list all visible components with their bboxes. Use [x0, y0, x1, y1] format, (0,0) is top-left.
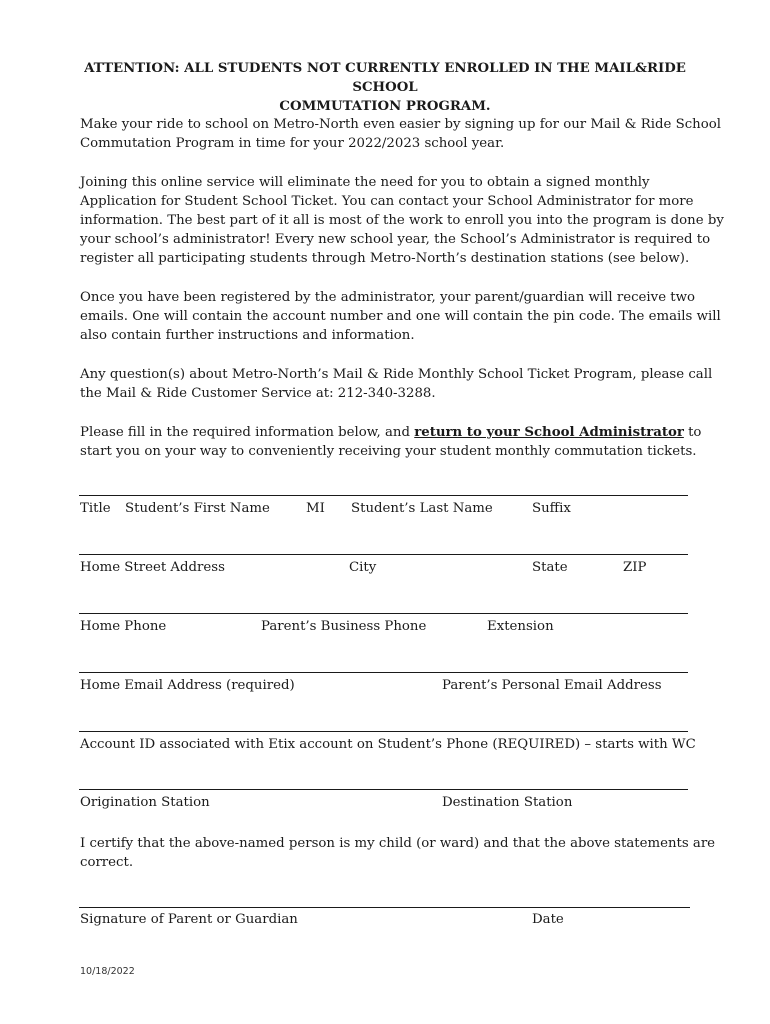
paragraph-line: Any question(s) about Metro-North’s Mail & Ride Monthly School Ticket Program, please call: [80, 367, 713, 382]
street-address-label: Home Street Address: [80, 560, 225, 575]
revision-date: 10/18/2022: [80, 966, 135, 977]
paragraph-line: correct.: [80, 855, 134, 870]
signature-label: Signature of Parent or Guardian: [80, 912, 298, 927]
paragraph-line: I certify that the above-named person is my child (or ward) and that the above statements are: [80, 836, 716, 851]
destination-station-label: Destination Station: [442, 795, 573, 810]
paragraph-line: Joining this online service will eliminate the need for you to obtain a signed monthly: [80, 175, 650, 190]
paragraph-line: also contain further instructions and information.: [80, 328, 415, 343]
last-name-label: Student’s Last Name: [351, 501, 493, 516]
instructions-text: Please fill in the required information below, and: [80, 425, 415, 440]
first-name-label: Student’s First Name: [125, 501, 270, 516]
date-label: Date: [532, 912, 564, 927]
heading-line-1: ATTENTION: ALL STUDENTS NOT CURRENTLY ENROLLED IN THE MAIL&RIDE SCHOOL: [84, 61, 686, 95]
return-emphasis: return to your School Administrator: [414, 425, 684, 440]
document-heading: [80, 59, 690, 116]
phone-field-line[interactable]: [79, 613, 688, 614]
paragraph-line: Commutation Program in time for your 2022/2023 school year.: [80, 136, 505, 151]
paragraph-line: Application for Student School Ticket. You can contact your School Administrator for more: [80, 194, 694, 209]
email-field-line[interactable]: [79, 672, 688, 673]
extension-label: Extension: [487, 619, 554, 634]
paragraph-line: emails. One will contain the account number and one will contain the pin code. The emails will: [80, 309, 721, 324]
paragraph-line: [80, 423, 702, 442]
home-phone-label: Home Phone: [80, 619, 167, 634]
paragraph-line: information. The best part of it all is most of the work to enroll you into the program is done by: [80, 213, 724, 228]
mi-label: MI: [306, 501, 325, 516]
heading-line-2: COMMUTATION PROGRAM.: [279, 99, 491, 114]
intro-paragraph: [80, 115, 721, 153]
state-label: State: [532, 560, 568, 575]
city-label: City: [349, 560, 377, 575]
zip-label: ZIP: [623, 560, 647, 575]
instructions-paragraph: [80, 423, 702, 461]
paragraph-line: register all participating students through Metro-North’s destination stations (see below).: [80, 251, 690, 266]
name-field-line[interactable]: [79, 495, 688, 496]
instructions-text: to: [683, 425, 702, 440]
paragraph-line: Make your ride to school on Metro-North even easier by signing up for our Mail & Ride School: [80, 117, 721, 132]
title-label: Title: [80, 501, 111, 516]
suffix-label: Suffix: [532, 501, 571, 516]
certification-paragraph: [80, 834, 716, 872]
account-id-field-line[interactable]: [79, 731, 688, 732]
paragraph-line: Once you have been registered by the administrator, your parent/guardian will receive two: [80, 290, 696, 305]
questions-paragraph: [80, 365, 713, 403]
signature-field-line[interactable]: [79, 907, 690, 908]
paragraph-line: your school’s administrator! Every new school year, the School’s Administrator is required to: [80, 232, 711, 247]
business-phone-label: Parent’s Business Phone: [261, 619, 427, 634]
registration-paragraph: [80, 288, 721, 345]
parent-email-label: Parent’s Personal Email Address: [442, 678, 662, 693]
address-field-line[interactable]: [79, 554, 688, 555]
online-service-paragraph: [80, 173, 724, 268]
paragraph-line: start you on your way to conveniently receiving your student monthly commutation tickets.: [80, 444, 697, 459]
paragraph-line: the Mail & Ride Customer Service at: 212-340-3288.: [80, 386, 436, 401]
account-id-label: Account ID associated with Etix account on Student’s Phone (REQUIRED) – starts with WC: [80, 737, 696, 752]
origination-station-label: Origination Station: [80, 795, 210, 810]
station-field-line[interactable]: [79, 789, 688, 790]
home-email-label: Home Email Address (required): [80, 678, 295, 693]
